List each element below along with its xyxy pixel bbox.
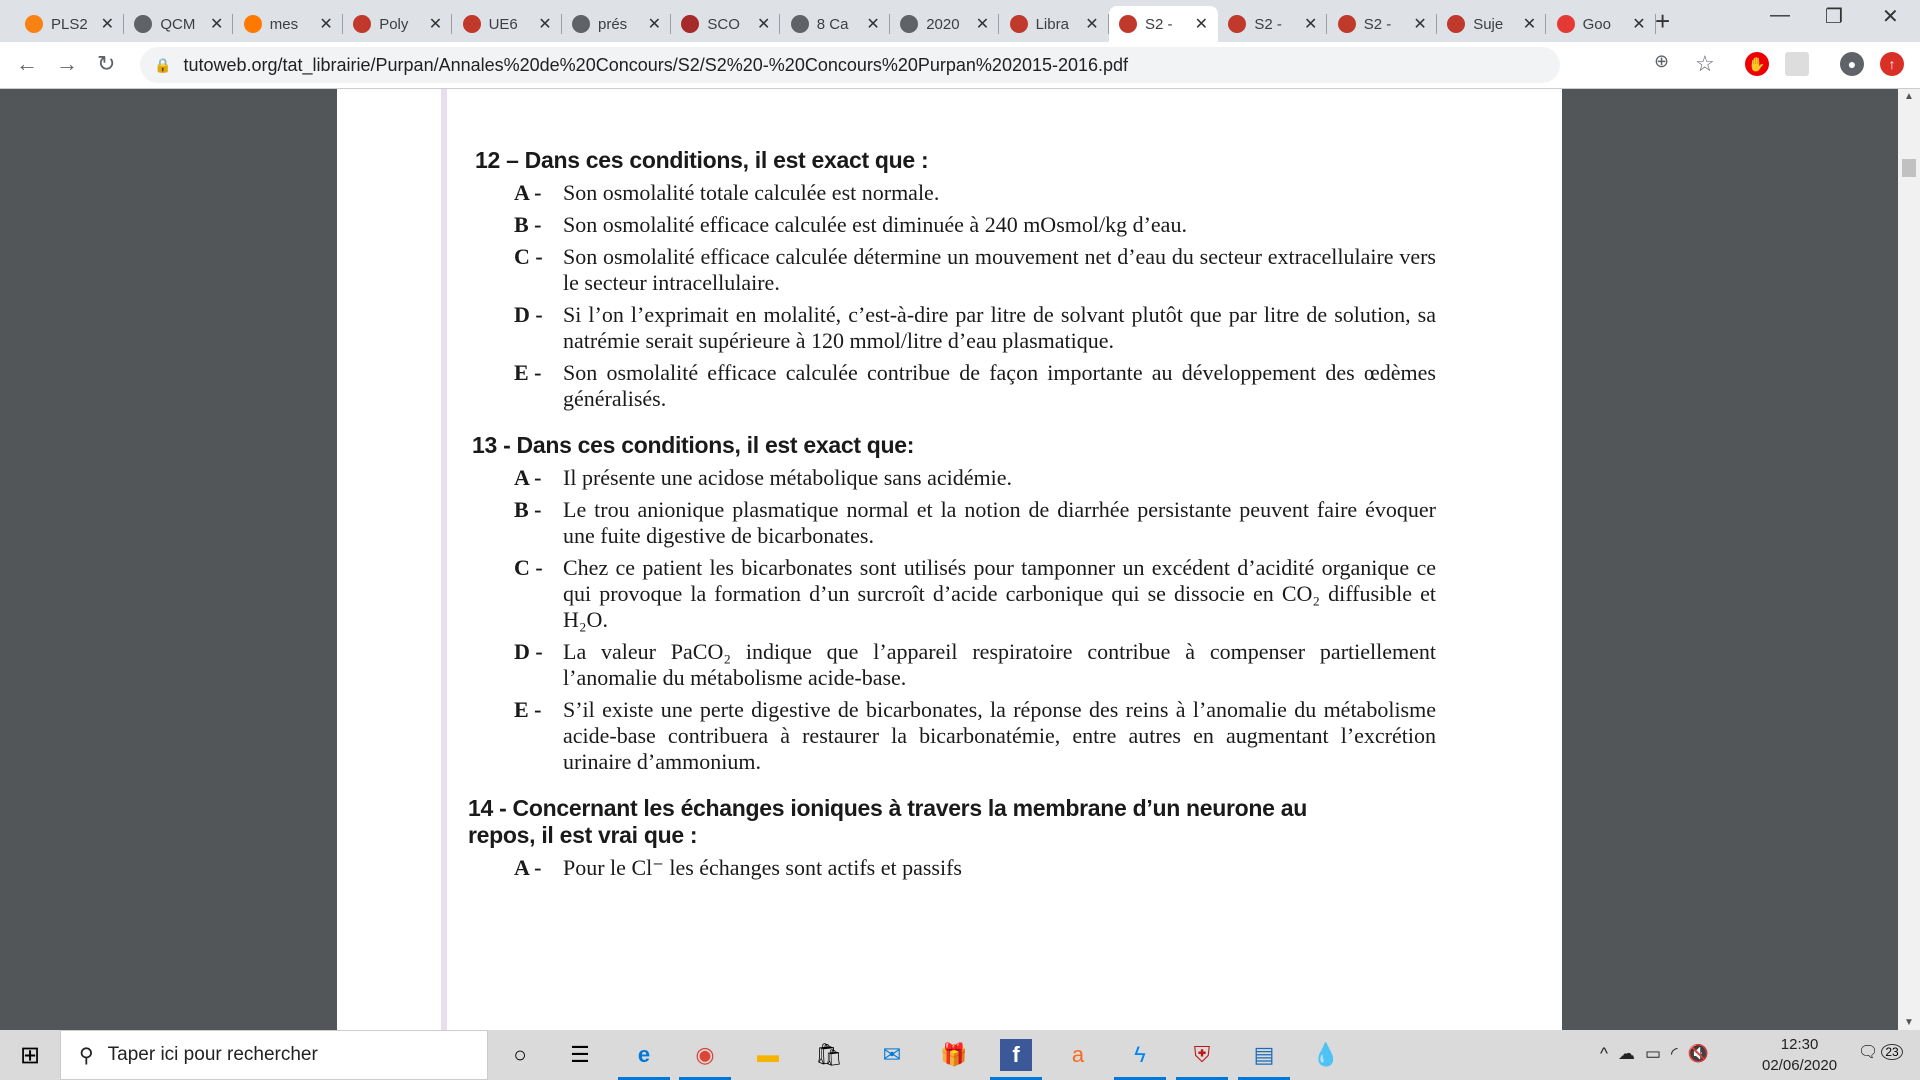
option-letter: D - — [514, 639, 543, 664]
clock-date: 02/06/2020 — [1762, 1057, 1838, 1074]
taskbar-search[interactable] — [60, 1030, 488, 1080]
edge-icon[interactable]: e — [628, 1039, 660, 1071]
close-tab-icon[interactable]: ✕ — [428, 16, 443, 33]
document-content — [468, 147, 1562, 881]
cortana-icon[interactable]: ○ — [513, 1042, 527, 1067]
search-placeholder: Taper ici pour rechercher — [107, 1044, 318, 1065]
close-tab-icon[interactable]: ✕ — [319, 16, 333, 33]
tab[interactable] — [343, 6, 452, 42]
globe-icon — [572, 15, 590, 33]
close-tab-icon[interactable]: ✕ — [647, 16, 661, 33]
mcafee-icon[interactable]: ⛨ — [1186, 1039, 1218, 1071]
tab[interactable] — [124, 6, 233, 42]
option-text: Son osmolalité totale calculée est normale. — [563, 180, 940, 205]
avast-icon[interactable]: a — [1071, 1042, 1085, 1067]
battery-icon[interactable]: ▭ — [1644, 1044, 1662, 1063]
notification-center-icon[interactable]: 🗨 — [1858, 1044, 1879, 1061]
tab-title: UE6 — [488, 15, 518, 33]
option-letter: E - — [514, 697, 542, 722]
close-tab-icon[interactable]: ✕ — [1303, 16, 1318, 33]
option-letter: E - — [514, 360, 542, 385]
q12-option-e — [514, 360, 1436, 412]
close-tab-icon[interactable]: ✕ — [1632, 16, 1646, 33]
tab-title: S2 - — [1363, 15, 1392, 33]
close-tab-icon[interactable]: ✕ — [209, 16, 224, 33]
restore-button[interactable]: ❐ — [1825, 6, 1843, 28]
question-12-options — [468, 180, 1562, 412]
option-letter: C - — [514, 555, 543, 580]
option-letter: C - — [514, 244, 543, 269]
forward-icon[interactable]: → — [56, 51, 78, 76]
page-margin-line — [441, 89, 447, 1030]
task-view-icon[interactable]: ☰ — [570, 1042, 590, 1067]
store-icon[interactable]: 🛍 — [815, 1042, 843, 1067]
tab[interactable] — [890, 6, 999, 42]
mail-icon[interactable]: ✉ — [882, 1042, 902, 1067]
q12-option-c — [514, 244, 1436, 296]
orange-icon — [244, 15, 262, 33]
app-drop-icon[interactable]: 💧 — [1312, 1042, 1340, 1067]
writer-icon[interactable]: ▤ — [1248, 1039, 1280, 1071]
tab[interactable] — [1437, 6, 1546, 42]
update-icon[interactable]: ↑ — [1880, 52, 1904, 76]
back-icon[interactable]: ← — [16, 51, 38, 76]
option-text: Pour le Cl⁻ les échanges sont actifs et passifs — [563, 855, 962, 880]
address-toolbar — [0, 42, 1920, 89]
close-tab-icon[interactable]: ✕ — [866, 16, 880, 33]
notification-count: 23 — [1881, 1044, 1902, 1060]
facebook-icon[interactable]: f — [1000, 1039, 1032, 1071]
new-tab-button[interactable]: + — [1655, 6, 1671, 36]
option-text: S’il existe une perte digestive de bicarbonates, la réponse des reins à l’anomalie du métabolisme acide-base contribuera à restaurer la bicarbonatémie, entre autres en augmentant l’excrétion urinaire d’ammonium. — [563, 697, 1436, 774]
q14-option-a — [514, 855, 1436, 881]
option-letter: B - — [514, 212, 542, 237]
tutorat-icon — [1228, 15, 1246, 33]
q13-option-c — [514, 555, 1436, 633]
tab[interactable] — [234, 6, 343, 42]
option-letter: A - — [514, 855, 542, 880]
tab[interactable] — [671, 6, 780, 42]
close-window-button[interactable]: ✕ — [1882, 6, 1899, 28]
option-letter: A - — [514, 180, 542, 205]
bookmark-star-icon[interactable]: ☆ — [1695, 51, 1715, 76]
tutorat-icon — [463, 15, 481, 33]
s-icon — [681, 15, 699, 33]
tab-title: QCM — [160, 15, 196, 33]
q12-option-b — [514, 212, 1436, 238]
option-letter: A - — [514, 465, 542, 490]
question-14-options — [468, 855, 1562, 881]
q13-option-e — [514, 697, 1436, 775]
tab[interactable] — [15, 6, 124, 42]
close-tab-icon[interactable]: ✕ — [1194, 16, 1208, 33]
option-letter: D - — [514, 302, 543, 327]
tab-strip — [0, 0, 1920, 42]
question-14-title-line1: 14 - Concernant les échanges ioniques à travers la membrane d’un neurone au — [468, 795, 1307, 821]
tab[interactable] — [1109, 6, 1218, 42]
question-12-title: 12 – Dans ces conditions, il est exact que : — [475, 147, 929, 173]
tutorat-icon — [1338, 15, 1356, 33]
option-letter: B - — [514, 497, 542, 522]
option-text: Chez ce patient les bicarbonates sont utilisés pour tamponner un excédent d’acidité organique ce qui provoque la formation d’un surcroît d’acide carbonique qui se dissocie en CO₂ diffusible et H₂O. — [563, 555, 1436, 632]
question-13-options — [468, 465, 1562, 775]
tab[interactable] — [453, 6, 562, 42]
clock-time: 12:30 — [1780, 1036, 1819, 1053]
file-explorer-icon[interactable]: ▬ — [757, 1042, 779, 1067]
close-tab-icon[interactable]: ✕ — [538, 16, 552, 33]
tab-title: 8 Ca — [816, 15, 849, 33]
tutorat-icon — [1447, 15, 1465, 33]
tab-title: PLS2 — [51, 15, 88, 33]
option-text: Il présente une acidose métabolique sans acidémie. — [563, 465, 1012, 490]
globe-icon — [900, 15, 918, 33]
volume-muted-icon[interactable]: 🔇 — [1687, 1044, 1709, 1063]
onedrive-icon[interactable]: ☁ — [1617, 1044, 1635, 1063]
taskbar — [0, 1030, 1920, 1080]
close-tab-icon[interactable]: ✕ — [1085, 16, 1099, 33]
messenger-icon[interactable]: ϟ — [1124, 1039, 1156, 1071]
tab[interactable] — [1000, 6, 1109, 42]
system-tray[interactable] — [1600, 1044, 1709, 1064]
tab[interactable] — [1218, 6, 1327, 42]
q12-option-a — [514, 180, 1436, 206]
wifi-icon[interactable]: ◜ — [1671, 1044, 1678, 1063]
zoom-icon[interactable]: ⊕ — [1654, 51, 1670, 71]
q13-option-a — [514, 465, 1436, 491]
address-bar[interactable] — [140, 47, 1560, 83]
tutorat-icon — [1010, 15, 1028, 33]
globe-icon — [791, 15, 809, 33]
scroll-up-icon[interactable]: ▲ — [1904, 91, 1914, 102]
clock[interactable] — [1762, 1034, 1837, 1076]
chevron-up-icon[interactable]: ^ — [1600, 1044, 1608, 1063]
search-icon: ⚲ — [79, 1044, 94, 1067]
tab-title: S2 - — [1254, 15, 1282, 33]
close-tab-icon[interactable]: ✕ — [100, 16, 114, 33]
question-13-title: 13 - Dans ces conditions, il est exact que: — [472, 432, 915, 458]
tab-title: Goo — [1582, 15, 1611, 33]
q12-option-d — [514, 302, 1436, 354]
extension-icon[interactable] — [1785, 52, 1809, 76]
close-tab-icon[interactable]: ✕ — [975, 16, 990, 33]
url-text: tutoweb.org/tat_librairie/Purpan/Annales%20de%20Concours/S2/S2%20-%20Concours%20Purpan%202015-2016.pdf — [183, 54, 1129, 75]
adblock-icon[interactable]: ✋ — [1745, 52, 1769, 76]
chrome-icon[interactable]: ◉ — [689, 1039, 721, 1071]
tutorat-icon — [1119, 15, 1137, 33]
tab-title: mes — [269, 15, 299, 33]
close-tab-icon[interactable]: ✕ — [1413, 16, 1427, 33]
tab-title: prés — [598, 15, 628, 33]
tab-title: Libra — [1035, 15, 1069, 33]
scrollbar-thumb[interactable] — [1902, 159, 1916, 177]
google-icon — [1557, 15, 1575, 33]
reload-icon[interactable]: ↻ — [97, 51, 116, 76]
option-text: Son osmolalité efficace calculée est diminuée à 240 mOsmol/kg d’eau. — [563, 212, 1187, 237]
globe-icon — [134, 15, 152, 33]
moodle-icon — [25, 15, 43, 33]
minimize-button[interactable]: — — [1770, 4, 1790, 26]
tab[interactable] — [781, 6, 890, 42]
tab-title: 2020 — [926, 15, 960, 33]
close-tab-icon[interactable]: ✕ — [1522, 16, 1537, 33]
scroll-down-icon[interactable]: ▼ — [1904, 1017, 1914, 1028]
option-text: Son osmolalité efficace calculée contribue de façon importante au développement des œdèmes généralisés. — [563, 360, 1436, 411]
vertical-scrollbar[interactable] — [1898, 89, 1920, 1030]
windows-start-icon[interactable]: ⊞ — [19, 1041, 41, 1069]
option-text: Son osmolalité efficace calculée détermine un mouvement net d’eau du secteur extracellulaire vers le secteur intracellulaire. — [563, 244, 1436, 295]
gift-icon[interactable]: 🎁 — [940, 1042, 968, 1067]
question-14-title-line2: repos, il est vrai que : — [468, 822, 698, 848]
profile-avatar-icon[interactable]: ● — [1840, 52, 1864, 76]
tutorat-icon — [353, 15, 371, 33]
option-text: La valeur PaCO₂ indique que l’appareil respiratoire contribue à compenser partiellement l’anomalie du métabolisme acide-base. — [563, 639, 1436, 690]
tab-title: Poly — [379, 15, 409, 33]
close-tab-icon[interactable]: ✕ — [756, 16, 771, 33]
notification-center[interactable] — [1858, 1042, 1903, 1062]
tab[interactable] — [1547, 6, 1656, 42]
option-text: Le trou anionique plasmatique normal et la notion de diarrhée persistante peuvent faire évoquer une fuite digestive de bicarbonates. — [563, 497, 1436, 548]
lock-icon: 🔒 — [154, 56, 172, 73]
pdf-page — [337, 89, 1562, 1030]
tab[interactable] — [562, 6, 671, 42]
q13-option-d — [514, 639, 1436, 691]
option-text: Si l’on l’exprimait en molalité, c’est-à-dire par litre de solvant plutôt que par litre de solution, sa natrémie serait supérieure à 120 mmol/litre d’eau plasmatique. — [563, 302, 1436, 353]
tab-title: SCO — [707, 15, 740, 33]
tab-title: S2 - — [1145, 15, 1173, 33]
tab-title: Suje — [1473, 15, 1504, 33]
tab[interactable] — [1328, 6, 1437, 42]
q13-option-b — [514, 497, 1436, 549]
